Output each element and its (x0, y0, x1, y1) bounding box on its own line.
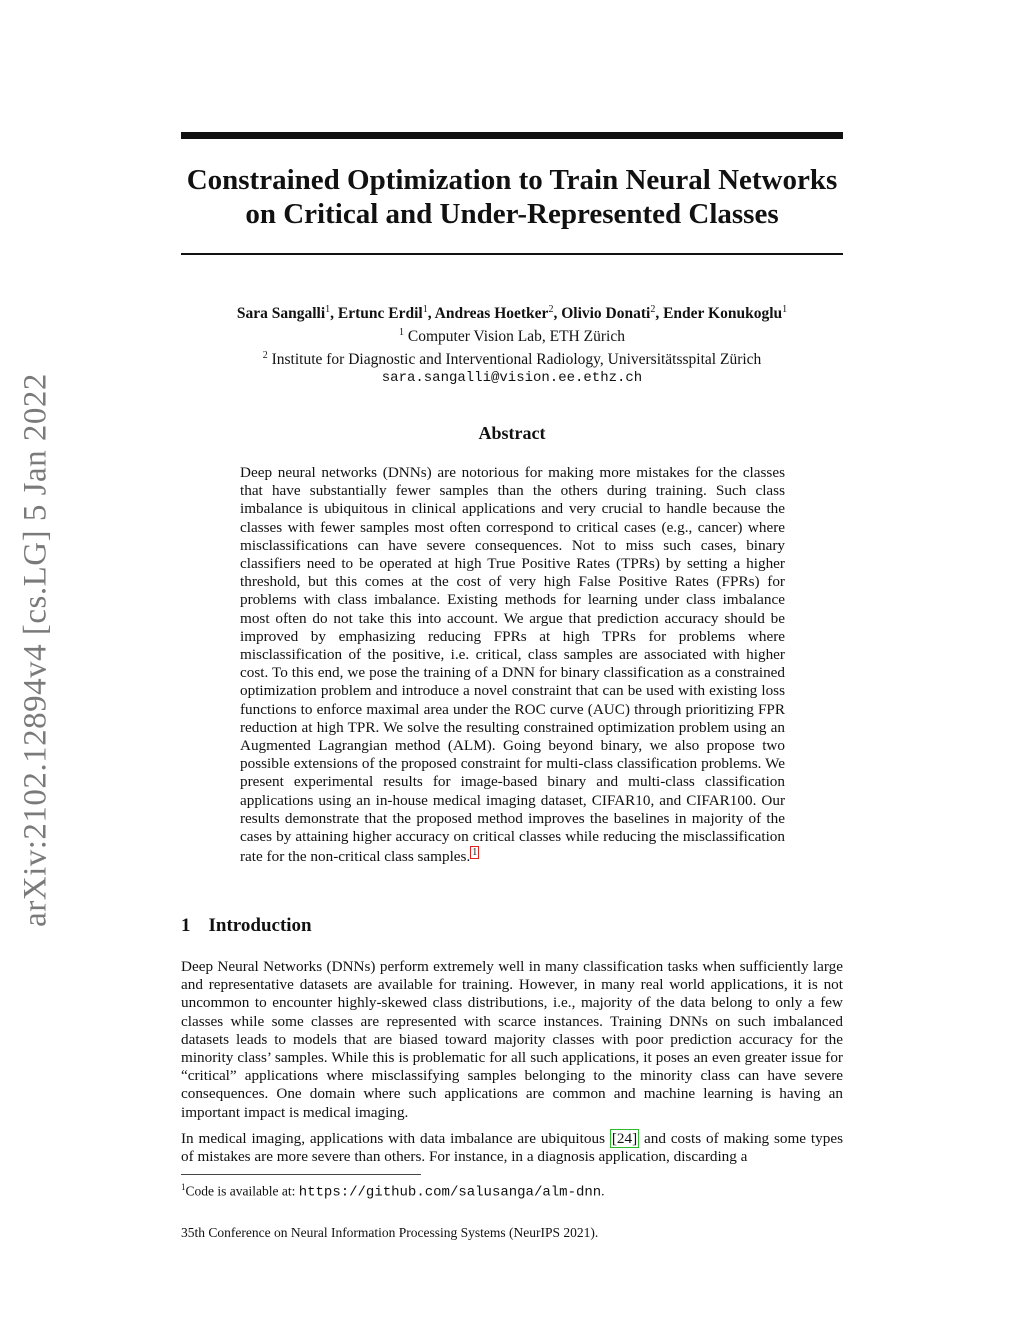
intro-paragraph-2: In medical imaging, applications with data imbalance are ubiquitous [24] and costs of making some types of mistakes are more severe than others. For instance, in a diagnosis application, discarding a (181, 1130, 843, 1166)
title-bottom-rule (181, 253, 843, 255)
author-affiliation-mark: 1 (782, 304, 788, 315)
author-affiliation-mark: 2 (548, 304, 554, 315)
arxiv-identifier[interactable]: arXiv:2102.12894v4 [cs.LG] 5 Jan 2022 (17, 373, 54, 927)
author-block (181, 300, 843, 388)
footnote-rule (181, 1174, 421, 1175)
author-name: Olivio Donati (561, 305, 651, 323)
section-heading-introduction (181, 915, 312, 937)
title-top-rule (181, 132, 843, 139)
author-name: Sara Sangalli (236, 305, 326, 323)
section-number: 1 (181, 915, 191, 936)
author-names: Sara Sangalli$^1$, Ertunc Erdil$^1$, Andreas Hoetker$^2$, Olivio Donati$^2$, Ender Konukoglu$^1$ (236, 304, 788, 323)
author-name: Ender Konukoglu (663, 305, 783, 323)
affiliation-2: $^2$ Institute for Diagnostic and Interventional Radiology, Universitätsspital Zürich (262, 350, 762, 369)
author-name: Andreas Hoetker (434, 305, 549, 323)
footnote-link[interactable]: 1 (472, 847, 478, 859)
section-title: Introduction (208, 915, 312, 936)
title-line-1: Constrained Optimization to Train Neural Networks (186, 164, 838, 196)
abstract-text: Deep neural networks (DNNs) are notorious for making more mistakes for the classes that have substantially fewer samples than the others during training. Such class imbalance is ubiquitous in clinical applications and very crucial to handle because the classes with fewer samples most often correspond to critical cases (e.g., cancer) where misclassifications can have severe consequences. Not to miss such cases, binary classifiers need to be operated at high True Positive Rates (TPRs) by setting a higher threshold, but this comes at the cost of very high False Positive Rates (FPRs) for problems with class imbalance. Existing methods for learning under class imbalance most often do not take this into account. We argue that prediction accuracy should be improved by emphasizing reducing FPRs at high TPRs for problems where misclassification of the positive, i.e. critical, class samples are associated with higher cost. To this end, we pose the training of a DNN for binary classification as a constrained optimization problem and introduce a novel constraint that can be used with existing loss functions to enforce maximal area under the ROC curve (AUC) through prioritizing FPR reduction at high TPR. We solve the resulting constrained optimization problem using an Augmented Lagrangian method (ALM). Going beyond binary, we also propose two possible extensions of the proposed constraint for multi-class classification problems. We present experimental results for image-based binary and multi-class classification applications using an in-house medical imaging dataset, CIFAR10, and CIFAR100. Our results demonstrate that the proposed method improves the baselines in majority of the cases by attaining higher accuracy on critical classes while reducing the misclassification rate for the non-critical class samples. 1 (240, 464, 785, 866)
affiliation-1: $^1$ Computer Vision Lab, ETH Zürich (399, 327, 625, 346)
author-affiliation-mark: 1 (422, 304, 428, 315)
paper-title (181, 163, 843, 231)
author-name: Ertunc Erdil (337, 305, 423, 323)
footnote-mark: 1 (181, 1182, 186, 1192)
title-line-2: on Critical and Under-Represented Classes (245, 198, 779, 230)
author-email[interactable]: sara.sangalli@vision.ee.ethz.ch (381, 370, 643, 387)
intro-paragraph-1: Deep Neural Networks (DNNs) perform extremely well in many classification tasks when sufficiently large and representative datasets are available for training. However, in many real world applications, it is not uncommon to encounter highly-skewed class distributions, i.e., majority of the data belong to only a few classes while some classes are represented with scarce instances. Training DNNs on such imbalanced datasets leads to models that are biased toward majority classes with poor prediction accuracy for the minority class’ samples. While this is problematic for all such applications, it poses an even greater issue for “critical” applications where misclassifying samples belonging to the minority class can have severe consequences. One domain where such applications are common and machine learning is having an important impact is medical imaging. (181, 958, 843, 1121)
citation-link[interactable]: [24] (611, 1130, 638, 1147)
venue-note: 35th Conference on Neural Information Processing Systems (NeurIPS 2021). (181, 1225, 599, 1240)
arxiv-sidebar (16, 370, 56, 930)
author-affiliation-mark: 1 (325, 304, 331, 315)
author-affiliation-mark: 2 (650, 304, 656, 315)
code-url[interactable]: https://github.com/salusanga/alm-dnn (298, 1184, 602, 1201)
abstract-heading: Abstract (478, 423, 546, 443)
footnote: $^1$Code is available at: https://github.com/salusanga/alm-dnn. (181, 1182, 605, 1201)
